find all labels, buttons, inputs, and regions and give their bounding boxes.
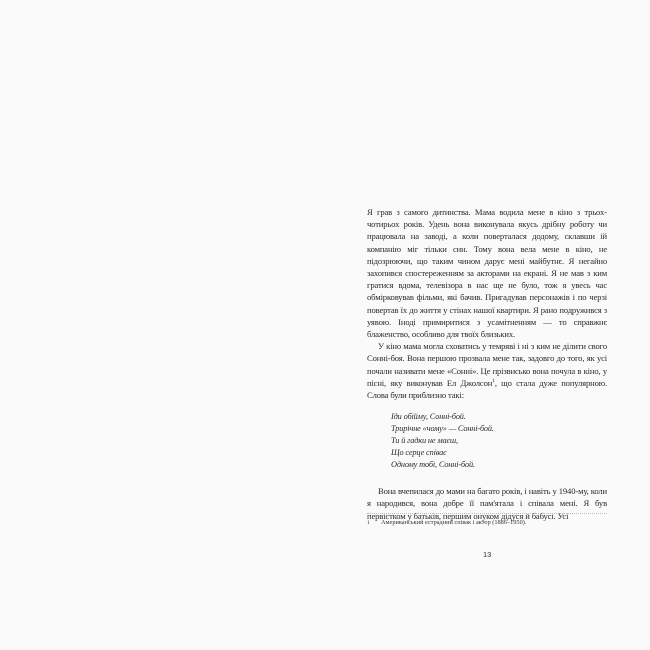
page-number: 13	[483, 550, 492, 559]
verse-line: Трирічне «чому» — Сонні-бой.	[391, 424, 494, 434]
paragraph-2-text-after: , що стала дуже популярною. Слова були приблизно такі:	[367, 377, 607, 401]
song-verse	[391, 411, 607, 471]
footnote	[367, 519, 607, 527]
paragraph-1: Я грав з самого дитинства. Мама водила мене в кіно з трьохчотирьох років. Удень вона виконувала якусь дрібну роботу чи працювала на заводі, а коли поверталася додому, склавши ій компанію міг тільки син. Тому вона вела мене в кіно, не підозрюючи, що таким чином дарує мені майбутнє. Я негайно захопився спостереженням за акторами на екрані. Я не мав з ким гратися вдома, телевізора в нас ще не було, тож я увесь час обмірковував фільми, які бачив. Пригадував персонажів і по черзі повертав їх до життя у стінах нашої квартири. Я рано подружився з уявою. Іноді примиритися з усамітненням — то справжнє блаженство, особливо для твоїх близьких.	[367, 207, 607, 340]
paragraph-2-text-before: У кіно мама могла сховатись у темряві і ні з ким не ділити свого Сонні-боя. Вона першою прозвала мене так, задовго до того, як усі почали називати мене «Сонні». Це прізвисько вона почула в кіно, у пісні, яку виконував Ел Джолсон	[367, 341, 607, 388]
footnote-divider	[367, 513, 607, 514]
body-text	[367, 206, 607, 522]
verse-line: Іди обійму, Сонні-бой.	[391, 412, 466, 422]
verse-line: Що серце співає	[391, 448, 447, 458]
verse-line: Ти й гадки не маєш,	[391, 436, 458, 446]
verse-line: Одному тобі, Сонні-бой.	[391, 460, 475, 470]
footnote-reference: 1	[492, 377, 495, 384]
footnote-text: Американський естрадний співак і актор (1886–1950).	[381, 519, 527, 526]
paragraph-2	[367, 340, 607, 401]
footnote-number: 1	[367, 520, 370, 526]
paragraph-3: Вона вчепилася до мами на багато років, і навіть у 1940-му, коли я народився, вона добре її пам'ятала і співала мені. Я був первістком у батьків, першим онуком дідуся й бабусі. Усі	[367, 486, 607, 521]
